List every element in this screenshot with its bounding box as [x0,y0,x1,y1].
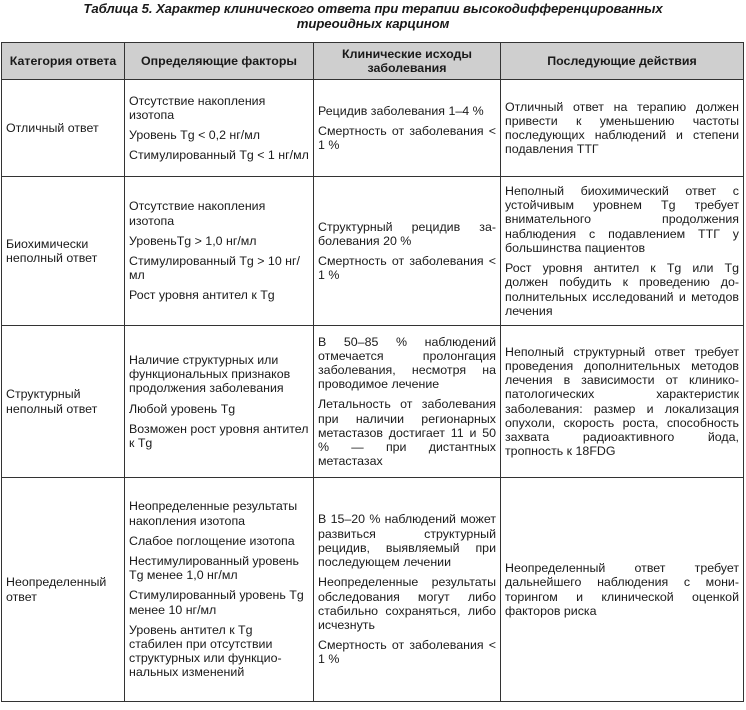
factor-item: Стимулированный Tg > 10 нг/мл [129,254,300,283]
factor-item: Нестимулированный уровень Tg менее 1,0 нг/мл [129,553,299,583]
outcomes-cell [314,80,501,177]
actions-cell [501,478,744,702]
factors-cell [125,80,314,177]
factor-item: Стимулированный Tg < 1 нг/мл [129,148,309,163]
table-row [2,177,744,326]
factor-item: Отсутствие накопления изотопа [129,93,266,122]
factors-cell [125,326,314,478]
outcomes-cell [314,326,501,478]
action-item: Рост уровня антител к Tg или Tg должен побудить к проведению дополнительных исследований и методов лечения [505,261,739,318]
category-cell: Неопределенный ответ [2,478,125,702]
outcome-item: В 15–20 % наблюдений может развиться структурный рецидив, выявляемый при последующем лечении [318,512,496,570]
outcome-item: Летальность от заболевания при наличии регионарных метастазов достигает 11 и 50 % — при дистантных метастазах [318,397,496,469]
outcome-item: Смертность от заболевания < 1 % [318,638,496,667]
table-caption [0,0,746,41]
response-table [1,42,744,702]
table-row [2,80,744,177]
outcome-item: В 50–85 % наблюдений отмечается пролонгация заболевания, несмотря на проводимое лечение [318,334,496,392]
caption-line-2: тиреоидных карцином [296,16,450,31]
outcome-item: Структурный рецидив заболевания 20 % [318,219,496,248]
category-cell: Структурный неполный ответ [2,326,125,478]
category-cell: Отличный ответ [2,80,125,177]
outcome-item: Рецидив заболевания 1–4 % [318,103,484,118]
factors-cell [125,478,314,702]
action-item: Неполный структурный ответ требует проведения дополнительных методов лечения в зависимости от клинико-патологических характеристик заболевания: размер и локализация опухоли, скорость роста, способность захвата радиоактивного йода, тропность к 18FDG [505,344,739,459]
factor-item: Отсутствие накопления изотопа [129,199,266,228]
outcomes-cell [314,478,501,702]
factor-item: Наличие структурных или функциональных признаков продолжения заболевания [129,352,291,396]
outcome-item: Смертность от заболевания < 1 % [318,254,496,283]
header-category: Категория ответа [2,43,125,80]
factor-item: Возможен рост уровня антител к Tg [129,421,309,450]
action-item: Отличный ответ на терапию должен привести к уменьшению частоты последующих наблюдений и степени подавления ТТГ [505,99,739,157]
factor-item: Уровень Tg < 0,2 нг/мл [129,128,260,142]
actions-cell [501,177,744,326]
factor-item: Стимулированный уровень Tg менее 10 нг/мл [129,588,304,617]
actions-cell [501,326,744,478]
table-row [2,478,744,702]
factor-item: Любой уровень Tg [129,401,236,416]
category-cell: Биохимически неполный ответ [2,177,125,326]
factor-item: Уровень антител к Tg стабилен при отсутствии структурных или функциональных изменений [129,622,282,680]
header-outcomes: Клинические исходы заболевания [314,43,501,80]
outcome-item: Смертность от заболевания < 1 % [318,123,496,153]
actions-cell [501,80,744,177]
factor-item: Слабое поглощение изотопа [129,533,295,548]
factors-cell [125,177,314,326]
caption-line-1: Таблица 5. Характер клинического ответа при терапии высокодифференцированных [83,1,663,16]
outcomes-cell [314,177,501,326]
factor-item: УровеньTg > 1,0 нг/мл [129,233,257,248]
action-item: Неопределенный ответ требует дальнейшего наблюдения с мониторингом и клинической оценкой факторов риска [505,561,739,618]
header-factors: Определяющие факторы [125,43,314,80]
header-actions: Последующие действия [501,43,744,80]
factor-item: Рост уровня антител к Tg [129,288,275,303]
action-item: Неполный биохимический ответ с устойчивым уровнем Tg требует внимательного продолжения наблюдения с подавлением ТТГ у большинства пациентов [505,184,739,255]
factor-item: Неопределенные результаты накопления изотопа [129,499,298,528]
table-row [2,326,744,478]
header-row [2,43,744,80]
outcome-item: Неопределенные результаты обследования могут либо стабильно сохраняться, либо исчезнуть [318,575,496,632]
